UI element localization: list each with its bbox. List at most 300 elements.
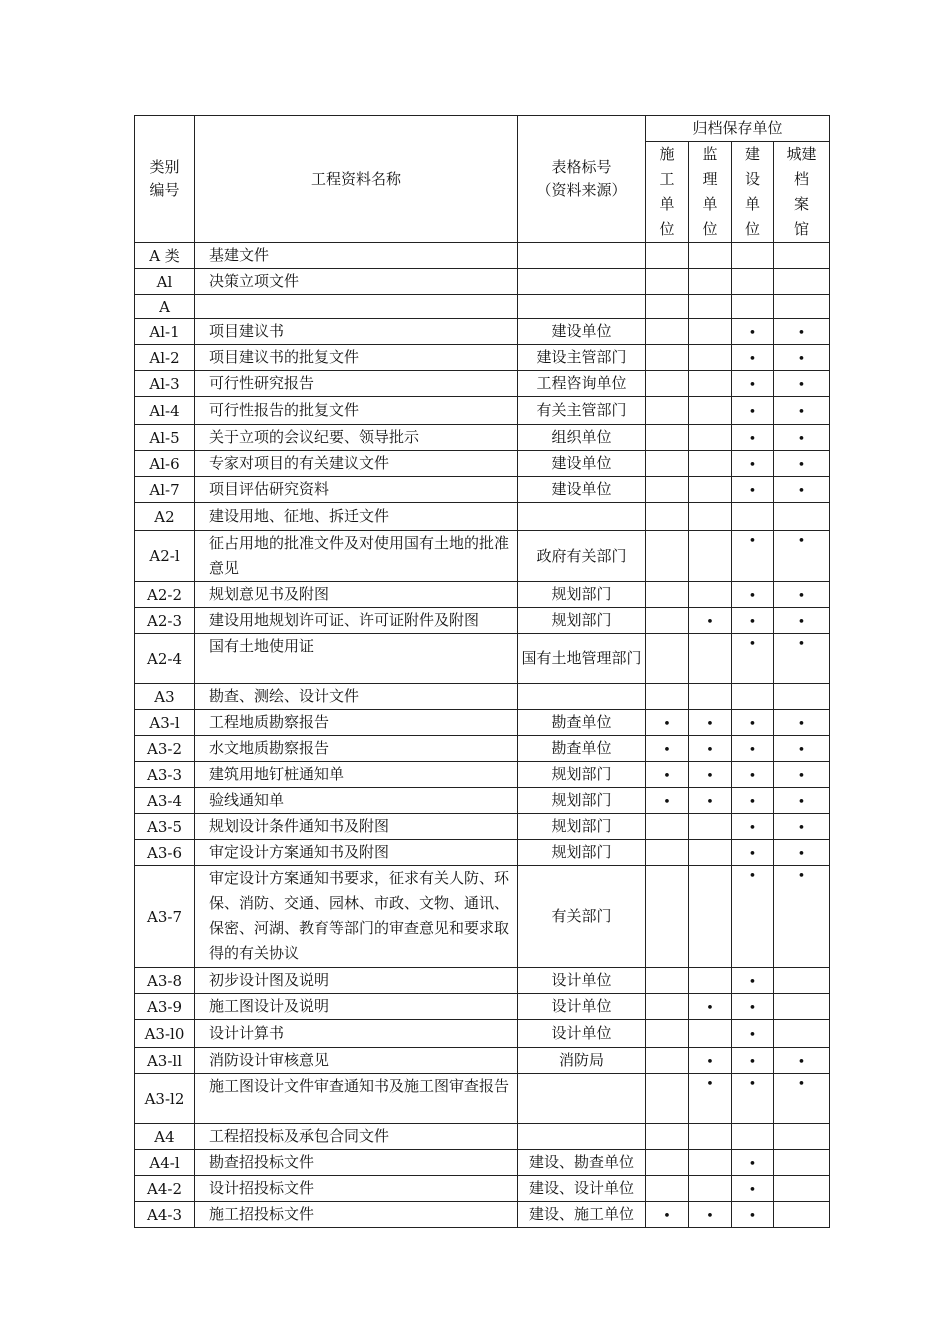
header-owner-unit-char: 建 [744,145,760,163]
row-mark-owner-unit [732,814,774,840]
table-row [135,634,830,684]
row-document-name: 基建文件 [195,243,518,269]
row-mark-construction-unit [646,319,689,345]
row-source: 工程咨询单位 [518,371,646,397]
row-mark-supervision-unit [689,634,732,684]
row-source: 建设、勘查单位 [518,1150,646,1176]
archive-dot: • [797,768,806,784]
row-source [518,684,646,710]
table-row [135,451,830,477]
archive-dot: • [797,1077,806,1092]
row-code: A2-l [135,531,195,582]
archive-dot: • [748,794,757,810]
archive-dot: • [748,483,757,499]
archive-dot: • [797,588,806,604]
row-source: 设计单位 [518,968,646,994]
row-mark-supervision-unit [689,1048,732,1074]
row-document-name: 规划设计条件通知书及附图 [195,814,518,840]
table-row [135,503,830,531]
row-mark-owner-unit [732,1074,774,1124]
archive-dot: • [797,404,806,420]
row-mark-city-archive [774,1150,830,1176]
row-mark-construction-unit [646,295,689,319]
row-mark-supervision-unit [689,397,732,425]
row-code: A3-l2 [135,1074,195,1124]
row-mark-city-archive [774,1176,830,1202]
row-code: A [135,295,195,319]
table-row [135,788,830,814]
row-mark-supervision-unit [689,269,732,295]
archive-dot: • [663,1208,671,1224]
row-source: 政府有关部门 [518,531,646,582]
table-row [135,994,830,1020]
header-construction-unit-char: 位 [659,220,675,238]
row-mark-construction-unit [646,269,689,295]
row-document-name: 设计计算书 [195,1020,518,1048]
row-mark-owner-unit [732,634,774,684]
row-mark-construction-unit [646,1124,689,1150]
archive-dot: • [748,1000,757,1016]
row-mark-supervision-unit [689,477,732,503]
row-document-name: 征占用地的批准文件及对使用国有土地的批准意见 [195,531,518,582]
row-mark-supervision-unit [689,866,732,968]
row-source: 规划部门 [518,814,646,840]
archive-dot: • [797,457,806,473]
archive-dot: • [748,869,757,884]
row-mark-construction-unit [646,345,689,371]
row-source [518,1074,646,1124]
archive-dot: • [797,351,806,367]
row-source: 建设、施工单位 [518,1202,646,1228]
header-construction-unit [646,142,689,243]
table-row [135,968,830,994]
table-row [135,866,830,968]
row-mark-city-archive [774,345,830,371]
row-source: 设计单位 [518,994,646,1020]
row-code: A3-8 [135,968,195,994]
row-mark-supervision-unit [689,503,732,531]
row-mark-construction-unit [646,762,689,788]
archive-dot: • [663,794,671,810]
row-mark-owner-unit [732,425,774,451]
archive-dot: • [748,404,757,420]
archive-dot: • [748,1027,757,1043]
header-owner-unit-char: 位 [744,220,760,238]
header-archive-group: 归档保存单位 [646,116,830,142]
row-mark-city-archive [774,451,830,477]
row-code: A2 [135,503,195,531]
row-mark-owner-unit [732,295,774,319]
row-mark-owner-unit [732,866,774,968]
row-code: A4 [135,1124,195,1150]
row-document-name: 审定设计方案通知书及附图 [195,840,518,866]
archive-dot: • [663,742,671,758]
archive-dot: • [797,820,806,836]
row-document-name: 工程地质勘察报告 [195,710,518,736]
table-row [135,425,830,451]
archive-dot: • [748,614,757,630]
row-source: 规划部门 [518,608,646,634]
row-mark-owner-unit [732,269,774,295]
row-mark-city-archive [774,710,830,736]
archive-dot: • [748,1182,757,1198]
row-document-name: 关于立项的会议纪要、领导批示 [195,425,518,451]
archive-dot: • [748,820,757,836]
archive-dot: • [748,768,757,784]
table-row [135,1074,830,1124]
row-code: Al-6 [135,451,195,477]
archive-dot: • [706,1208,714,1224]
archive-dot: • [748,534,757,549]
row-mark-city-archive [774,608,830,634]
row-mark-city-archive [774,269,830,295]
row-document-name: 专家对项目的有关建议文件 [195,451,518,477]
row-mark-city-archive [774,371,830,397]
table-row [135,684,830,710]
archive-dot: • [748,974,757,990]
row-mark-construction-unit [646,814,689,840]
row-mark-construction-unit [646,531,689,582]
row-mark-construction-unit [646,1150,689,1176]
archive-dot: • [748,588,757,604]
row-mark-supervision-unit [689,1020,732,1048]
archive-dot: • [706,716,714,732]
table-row [135,1202,830,1228]
header-construction-unit-char: 单 [659,195,675,213]
row-mark-construction-unit [646,397,689,425]
row-code: Al-1 [135,319,195,345]
row-code: A4-2 [135,1176,195,1202]
row-code: Al-4 [135,397,195,425]
row-code: A 类 [135,243,195,269]
table-row [135,319,830,345]
table-row [135,243,830,269]
row-mark-supervision-unit [689,451,732,477]
row-mark-owner-unit [732,994,774,1020]
row-mark-owner-unit [732,582,774,608]
row-document-name: 施工图设计及说明 [195,994,518,1020]
header-city-archive [774,142,830,243]
row-document-name: 规划意见书及附图 [195,582,518,608]
header-owner-unit-char: 设 [744,170,760,188]
row-mark-supervision-unit [689,1074,732,1124]
row-source: 设计单位 [518,1020,646,1048]
header-city-archive-char: 档 [794,170,810,188]
row-mark-city-archive [774,814,830,840]
row-source [518,243,646,269]
row-mark-supervision-unit [689,788,732,814]
row-mark-owner-unit [732,1202,774,1228]
row-code: A3-5 [135,814,195,840]
row-mark-city-archive [774,788,830,814]
row-mark-owner-unit [732,1048,774,1074]
table-row [135,1124,830,1150]
row-code: A2-3 [135,608,195,634]
archive-dot: • [797,614,806,630]
row-code: Al-5 [135,425,195,451]
row-document-name: 国有土地使用证 [195,634,518,684]
archive-dot: • [748,1208,757,1224]
row-code: A3-9 [135,994,195,1020]
row-mark-owner-unit [732,531,774,582]
header-category-code [135,116,195,243]
row-code: A3-6 [135,840,195,866]
header-form-id-line-2: （资料来源） [536,181,627,199]
row-document-name: 审定设计方案通知书要求，征求有关人防、环保、消防、交通、园林、市政、文物、通讯、保密、河湖、教育等部门的审查意见和要求取得的有关协议 [195,866,518,968]
row-mark-city-archive [774,1124,830,1150]
archive-dot: • [706,1077,714,1092]
archive-dot: • [797,325,806,341]
row-document-name: 项目建议书 [195,319,518,345]
row-mark-construction-unit [646,840,689,866]
row-document-name: 可行性报告的批复文件 [195,397,518,425]
archive-dot: • [748,716,757,732]
row-code: Al-3 [135,371,195,397]
row-source: 建设单位 [518,477,646,503]
row-source [518,1124,646,1150]
archive-dot: • [797,637,806,652]
row-mark-city-archive [774,425,830,451]
row-document-name: 决策立项文件 [195,269,518,295]
row-mark-city-archive [774,582,830,608]
row-mark-city-archive [774,634,830,684]
archive-dot: • [797,716,806,732]
row-document-name: 项目建议书的批复文件 [195,345,518,371]
row-mark-owner-unit [732,968,774,994]
archive-dot: • [748,325,757,341]
archive-dot: • [706,768,714,784]
row-mark-construction-unit [646,994,689,1020]
row-code: Al-2 [135,345,195,371]
archive-dot: • [748,457,757,473]
row-mark-construction-unit [646,710,689,736]
header-city-archive-char: 城建 [786,145,817,163]
row-mark-supervision-unit [689,608,732,634]
archive-dot: • [706,742,714,758]
row-source: 规划部门 [518,840,646,866]
row-code: A3-l [135,710,195,736]
row-mark-city-archive [774,840,830,866]
row-source: 规划部门 [518,582,646,608]
row-mark-construction-unit [646,425,689,451]
row-mark-construction-unit [646,1048,689,1074]
row-mark-city-archive [774,1074,830,1124]
row-source [518,269,646,295]
header-document-name: 工程资料名称 [195,116,518,243]
row-mark-supervision-unit [689,531,732,582]
row-mark-city-archive [774,243,830,269]
row-source: 建设、设计单位 [518,1176,646,1202]
row-code: A3-2 [135,736,195,762]
row-mark-construction-unit [646,371,689,397]
archive-dot: • [748,1077,757,1092]
table-row [135,269,830,295]
row-code: A3-4 [135,788,195,814]
row-mark-owner-unit [732,710,774,736]
archive-table [134,115,830,1228]
row-source: 规划部门 [518,762,646,788]
archive-dot: • [663,768,671,784]
header-construction-unit-char: 施 [659,145,675,163]
row-mark-construction-unit [646,477,689,503]
table-row [135,582,830,608]
row-source: 组织单位 [518,425,646,451]
row-mark-supervision-unit [689,425,732,451]
header-supervision-unit [689,142,732,243]
row-mark-city-archive [774,736,830,762]
row-document-name: 水文地质勘察报告 [195,736,518,762]
row-code: A2-2 [135,582,195,608]
header-city-archive-char: 馆 [794,220,810,238]
row-document-name: 勘查、测绘、设计文件 [195,684,518,710]
row-source: 勘查单位 [518,736,646,762]
row-document-name: 建设用地规划许可证、许可证附件及附图 [195,608,518,634]
row-document-name: 工程招投标及承包合同文件 [195,1124,518,1150]
archive-dot: • [706,794,714,810]
table-row [135,477,830,503]
row-document-name: 设计招投标文件 [195,1176,518,1202]
row-source: 勘查单位 [518,710,646,736]
table-row [135,295,830,319]
table-row [135,762,830,788]
header-category-line-2: 编号 [149,181,180,199]
row-document-name: 可行性研究报告 [195,371,518,397]
row-mark-construction-unit [646,736,689,762]
row-mark-supervision-unit [689,710,732,736]
row-mark-city-archive [774,319,830,345]
row-mark-city-archive [774,968,830,994]
row-mark-supervision-unit [689,1202,732,1228]
row-code: A4-l [135,1150,195,1176]
row-mark-construction-unit [646,684,689,710]
row-mark-city-archive [774,1048,830,1074]
row-code: A3-l0 [135,1020,195,1048]
row-document-name: 建筑用地钉桩通知单 [195,762,518,788]
table-row [135,531,830,582]
archive-dot: • [748,1054,757,1070]
header-city-archive-char: 案 [794,195,810,213]
row-mark-supervision-unit [689,1124,732,1150]
row-code: A4-3 [135,1202,195,1228]
row-source: 建设主管部门 [518,345,646,371]
header-supervision-unit-char: 位 [702,220,718,238]
row-mark-supervision-unit [689,684,732,710]
archive-dot: • [797,742,806,758]
row-mark-construction-unit [646,968,689,994]
row-mark-owner-unit [732,762,774,788]
row-source: 规划部门 [518,788,646,814]
table-row [135,345,830,371]
table-row [135,1048,830,1074]
row-mark-city-archive [774,531,830,582]
row-mark-construction-unit [646,1074,689,1124]
row-mark-supervision-unit [689,840,732,866]
row-mark-supervision-unit [689,582,732,608]
header-category-line-1: 类别 [149,158,180,176]
row-mark-owner-unit [732,451,774,477]
row-mark-owner-unit [732,1020,774,1048]
row-code: A2-4 [135,634,195,684]
archive-dot: • [748,637,757,652]
header-supervision-unit-char: 监 [702,145,718,163]
row-code: A3 [135,684,195,710]
row-code: A3-ll [135,1048,195,1074]
table-body [135,243,830,1228]
row-code: Al [135,269,195,295]
row-source: 有关主管部门 [518,397,646,425]
row-source: 建设单位 [518,451,646,477]
row-mark-city-archive [774,762,830,788]
row-mark-construction-unit [646,582,689,608]
row-document-name: 消防设计审核意见 [195,1048,518,1074]
row-mark-city-archive [774,1020,830,1048]
archive-dot: • [748,1156,757,1172]
row-document-name: 项目评估研究资料 [195,477,518,503]
row-mark-owner-unit [732,788,774,814]
row-document-name: 验线通知单 [195,788,518,814]
header-owner-unit-char: 单 [744,195,760,213]
row-mark-construction-unit [646,1020,689,1048]
row-mark-owner-unit [732,397,774,425]
row-document-name [195,295,518,319]
header-construction-unit-char: 工 [659,170,675,188]
row-mark-owner-unit [732,371,774,397]
row-mark-construction-unit [646,788,689,814]
row-mark-supervision-unit [689,814,732,840]
row-mark-supervision-unit [689,736,732,762]
archive-dot: • [663,716,671,732]
row-document-name: 施工招投标文件 [195,1202,518,1228]
table-row [135,736,830,762]
row-mark-city-archive [774,684,830,710]
archive-dot: • [748,351,757,367]
header-owner-unit [732,142,774,243]
row-mark-city-archive [774,295,830,319]
row-mark-supervision-unit [689,295,732,319]
row-mark-owner-unit [732,477,774,503]
row-mark-city-archive [774,866,830,968]
row-mark-construction-unit [646,1176,689,1202]
row-mark-city-archive [774,503,830,531]
row-document-name: 初步设计图及说明 [195,968,518,994]
row-mark-supervision-unit [689,371,732,397]
row-code: A3-7 [135,866,195,968]
row-code: A3-3 [135,762,195,788]
archive-dot: • [797,534,806,549]
row-source: 建设单位 [518,319,646,345]
row-mark-construction-unit [646,1202,689,1228]
row-source [518,503,646,531]
row-mark-city-archive [774,1202,830,1228]
table-row [135,371,830,397]
archive-dot: • [797,794,806,810]
header-form-id [518,116,646,243]
archive-dot: • [706,1000,714,1016]
row-mark-owner-unit [732,1124,774,1150]
row-mark-city-archive [774,994,830,1020]
row-mark-owner-unit [732,345,774,371]
row-mark-owner-unit [732,840,774,866]
table-row [135,840,830,866]
table-row [135,814,830,840]
archive-dot: • [797,431,806,447]
row-mark-supervision-unit [689,345,732,371]
row-document-name: 勘查招投标文件 [195,1150,518,1176]
archive-dot: • [797,483,806,499]
row-mark-construction-unit [646,503,689,531]
row-mark-owner-unit [732,608,774,634]
archive-dot: • [706,614,714,630]
